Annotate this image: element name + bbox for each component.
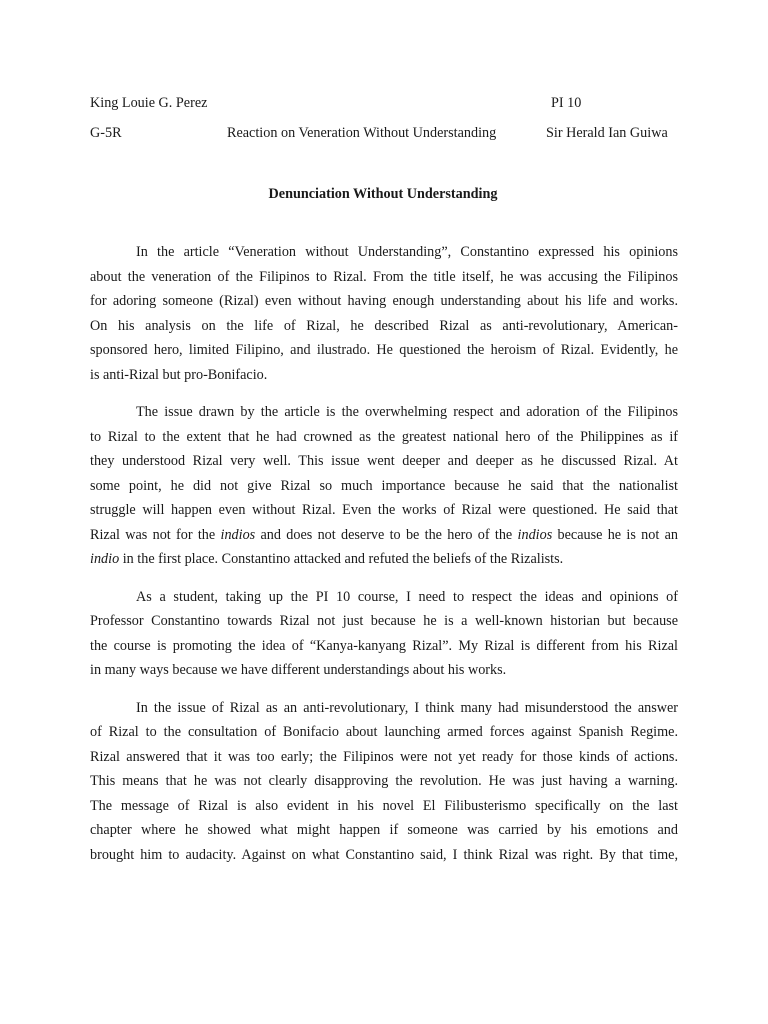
student-name: King Louie G. Perez <box>90 95 208 111</box>
italic-text: indio <box>90 551 120 567</box>
paragraph-4 <box>90 696 678 868</box>
text-line: the course is promoting the idea of “Kanya-kanyang Rizal”. My Rizal is different from his Rizal <box>90 637 678 654</box>
italic-text: indios <box>220 526 256 543</box>
text-line: for adoring someone (Rizal) even without having enough understanding about his life and works. <box>90 293 678 309</box>
course-code: PI 10 <box>551 95 582 111</box>
text-line: struggle will happen even without Rizal. Even the works of Rizal were questioned. He said that <box>90 502 678 518</box>
italic-text: indios <box>517 526 553 543</box>
text-line: In the article “Veneration without Understanding”, Constantino expressed his opinions <box>136 244 678 260</box>
text-line: The message of Rizal is also evident in his novel El Filibusterismo specifically on the last <box>90 797 678 814</box>
text-line: of Rizal to the consultation of Bonifacio about launching armed forces against Spanish Regime. <box>90 724 678 740</box>
section: G-5R <box>90 125 122 141</box>
text-line: they understood Rizal very well. This issue went deeper and deeper as he discussed Rizal. At <box>90 453 678 469</box>
paragraph-3 <box>90 585 678 683</box>
text-run: because he is not an <box>552 526 678 543</box>
text-line: Rizal answered that it was too early; the Filipinos were not yet ready for those kinds of actions. <box>90 748 678 765</box>
text-line: in many ways because we have different understandings about his works. <box>90 662 507 678</box>
text-line: brought him to audacity. Against on what Constantino said, I think Rizal was right. By that time, <box>90 846 678 863</box>
text-run: Rizal was not for the <box>90 526 221 543</box>
document-body <box>90 240 678 880</box>
text-line: to Rizal to the extent that he had crowned as the greatest national hero of the Philippines as if <box>90 428 678 445</box>
text-run: and does not deserve to be the hero of the <box>255 526 518 543</box>
text-line: chapter where he showed what might happen if someone was carried by his emotions and <box>90 822 678 838</box>
text-line: In the issue of Rizal as an anti-revolutionary, I think many had misunderstood the answer <box>136 699 678 716</box>
text-line: sponsored hero, limited Filipino, and ilustrado. He questioned the heroism of Rizal. Evidently, he <box>90 342 678 358</box>
document-title: Denunciation Without Understanding <box>268 186 498 202</box>
text-line: On his analysis on the life of Rizal, he described Rizal as anti-revolutionary, American- <box>90 317 678 334</box>
paragraph-2 <box>90 400 678 572</box>
text-line: Professor Constantino towards Rizal not just because he is a well-known historian but because <box>90 613 678 629</box>
text-line: This means that he was not clearly disapproving the revolution. He was just having a warning. <box>90 773 678 789</box>
text-line: about the veneration of the Filipinos to Rizal. From the title itself, he was accusing the Filipinos <box>90 268 678 285</box>
paragraph-1 <box>90 240 678 387</box>
text-run: in the first place. Constantino attacked and refuted the beliefs of the Rizalists. <box>119 551 564 567</box>
text-line <box>90 523 678 548</box>
text-line: As a student, taking up the PI 10 course, I need to respect the ideas and opinions of <box>136 588 678 605</box>
text-line: The issue drawn by the article is the overwhelming respect and adoration of the Filipinos <box>136 404 678 420</box>
text-line <box>90 547 678 572</box>
text-line: is anti-Rizal but pro-Bonifacio. <box>90 366 268 383</box>
text-line: some point, he did not give Rizal so much importance because he said that the nationalist <box>90 477 678 494</box>
teacher-name: Sir Herald Ian Guiwa <box>546 125 668 141</box>
paper-subject: Reaction on Veneration Without Understanding <box>227 125 497 141</box>
